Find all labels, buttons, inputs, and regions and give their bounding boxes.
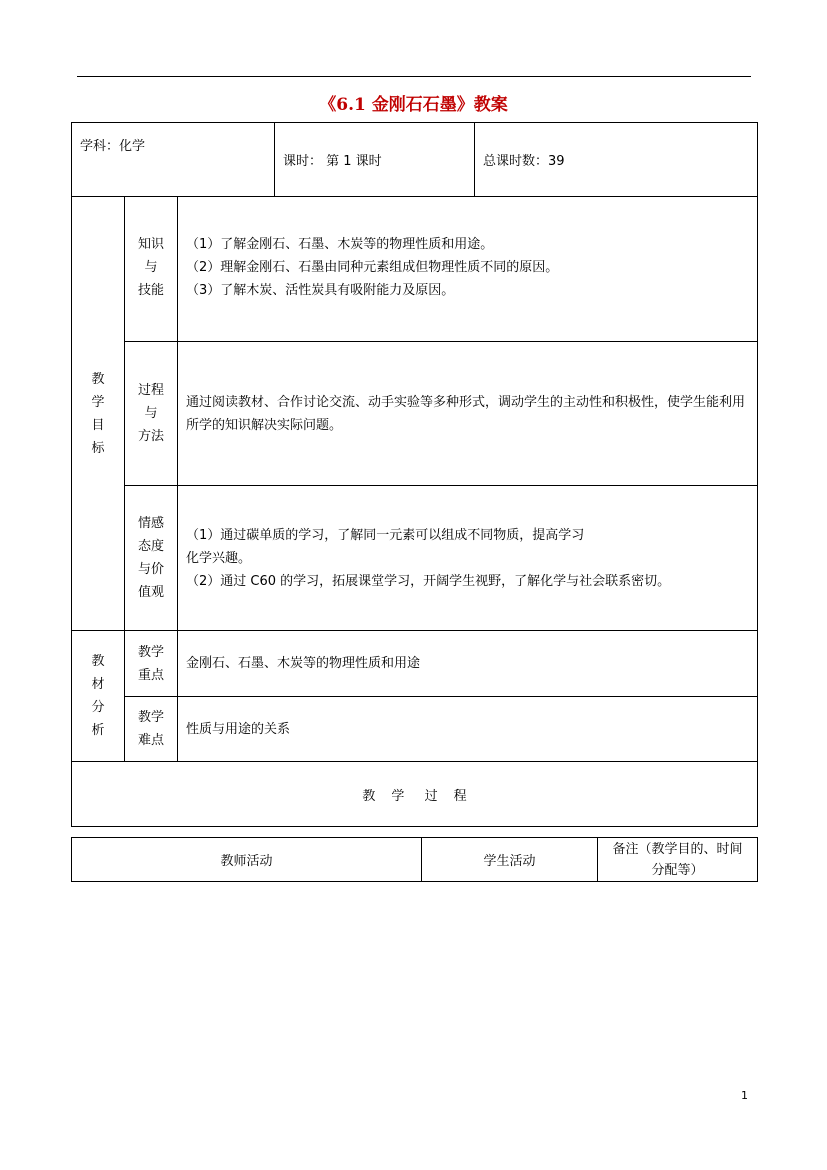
knowledge-label: 知识 与 技能 — [125, 197, 178, 342]
knowledge-row — [72, 197, 758, 342]
difficulty-row — [72, 697, 758, 762]
total-lessons-cell: 总课时数：39 — [475, 123, 758, 197]
emotion-label: 情感 态度 与价 值观 — [125, 486, 178, 631]
process-content: 通过阅读教材、合作讨论交流、动手实验等多种形式，调动学生的主动性和积极性，使学生能利用所学的知识解决实际问题。 — [178, 342, 758, 486]
emotion-row — [72, 486, 758, 631]
objectives-label: 教 学 目 标 — [72, 197, 125, 631]
process-title-row — [72, 762, 758, 827]
process-row — [72, 342, 758, 486]
analysis-label: 教 材 分 析 — [72, 631, 125, 762]
lesson-plan-table — [71, 122, 758, 827]
difficulty-label: 教学 难点 — [125, 697, 178, 762]
key-point-label: 教学 重点 — [125, 631, 178, 697]
lesson-cell: 课时： 第 1 课时 — [275, 123, 475, 197]
process-label: 过程 与 方法 — [125, 342, 178, 486]
page-number: 1 — [741, 1089, 748, 1102]
difficulty-content: 性质与用途的关系 — [178, 697, 758, 762]
subject-cell: 学科：化学 — [72, 123, 275, 197]
key-point-row — [72, 631, 758, 697]
teacher-activity-header: 教师活动 — [72, 838, 422, 882]
activity-table — [71, 837, 758, 882]
header-rule — [77, 76, 751, 77]
knowledge-content: （1）了解金刚石、石墨、木炭等的物理性质和用途。 （2）理解金刚石、石墨由同种元素组成但物理性质不同的原因。 （3）了解木炭、活性炭具有吸附能力及原因。 — [178, 197, 758, 342]
header-row — [72, 123, 758, 197]
key-point-content: 金刚石、石墨、木炭等的物理性质和用途 — [178, 631, 758, 697]
notes-header: 备注（教学目的、时间 分配等） — [598, 838, 758, 882]
document-title: 《6.1 金刚石石墨》教案 — [319, 95, 508, 115]
emotion-content: （1）通过碳单质的学习，了解同一元素可以组成不同物质，提高学习 化学兴趣。 （2）通过 C60 的学习，拓展课堂学习，开阔学生视野，了解化学与社会联系密切。 — [178, 486, 758, 631]
student-activity-header: 学生活动 — [422, 838, 598, 882]
teaching-process-heading: 教 学 过 程 — [72, 762, 758, 827]
activity-header-row — [72, 838, 758, 882]
